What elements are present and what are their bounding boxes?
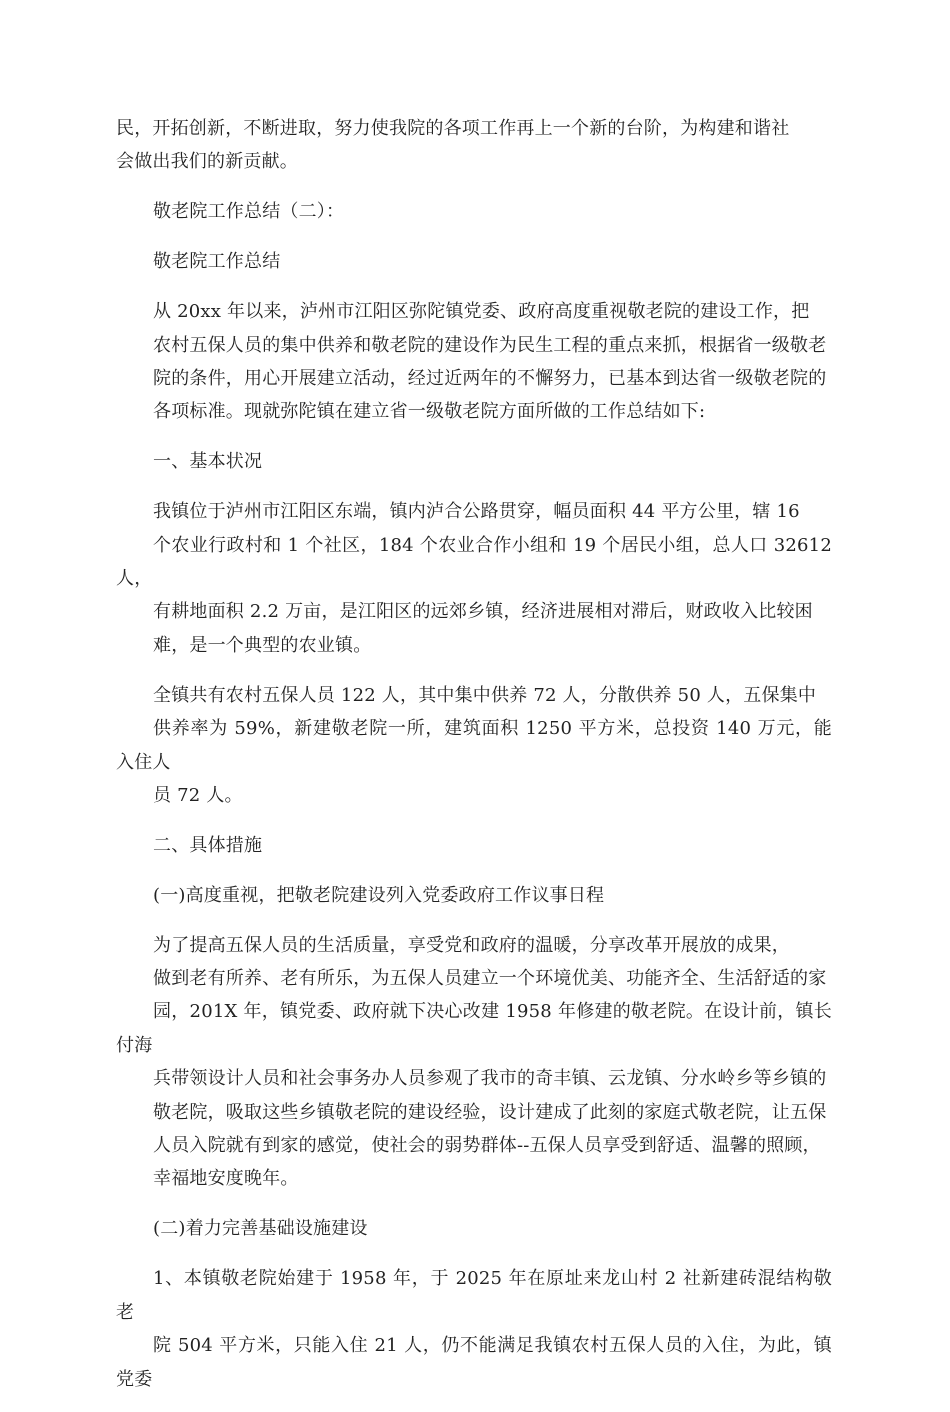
paragraph xyxy=(116,112,832,179)
text-line: 敬老院工作总结 xyxy=(153,251,281,273)
text-line: 供养率为 59%，新建敬老院一所，建筑面积 1250 平方米，总投资 140 万元，能入住人 xyxy=(116,718,832,773)
paragraph xyxy=(116,495,832,662)
text-line: 民，开拓创新，不断进取，努力使我院的各项工作再上一个新的台阶，为构建和谐社 xyxy=(116,118,790,139)
text-line: 全镇共有农村五保人员 122 人，其中集中供养 72 人，分散供养 50 人，五保集中 xyxy=(153,684,817,706)
paragraph xyxy=(116,445,832,478)
document-page xyxy=(116,112,832,1412)
text-line: 会做出我们的新贡献。 xyxy=(116,151,298,173)
text-line: 难，是一个典型的农业镇。 xyxy=(153,634,372,656)
text-line: 敬老院工作总结（二）： xyxy=(153,201,345,223)
text-line: 从 20xx 年以来，泸州市江阳区弥陀镇党委、政府高度重视敬老院的建设工作，把 xyxy=(153,301,810,323)
text-line: (二)着力完善基础设施建设 xyxy=(153,1218,368,1240)
text-line: 二、具体措施 xyxy=(153,834,263,856)
text-line: 个农业行政村和 1 个社区，184 个农业合作小组和 19 个居民小组，总人口 32612 人， xyxy=(116,534,832,589)
text-line: 有耕地面积 2.2 万亩，是江阳区的远郊乡镇，经济进展相对滞后，财政收入比较困 xyxy=(153,601,813,623)
text-line: 做到老有所养、老有所乐，为五保人员建立一个环境优美、功能齐全、生活舒适的家 xyxy=(153,968,827,990)
paragraph xyxy=(116,1212,832,1245)
paragraph xyxy=(116,195,832,228)
text-line: 一、基本状况 xyxy=(153,451,263,473)
text-line: 幸福地安度晚年。 xyxy=(153,1168,299,1190)
text-line: 1、本镇敬老院始建于 1958 年，于 2025 年在原址来龙山村 2 社新建砖混结构敬老 xyxy=(116,1268,832,1323)
text-line: 我镇位于泸州市江阳区东端，镇内泸合公路贯穿，幅员面积 44 平方公里，辖 16 xyxy=(153,501,800,523)
paragraph xyxy=(116,1262,832,1396)
text-line: 为了提高五保人员的生活质量，享受党和政府的温暖，分享改革开展放的成果， xyxy=(153,934,790,956)
paragraph xyxy=(116,679,832,813)
text-line: 员 72 人。 xyxy=(153,784,243,806)
text-line: 院 504 平方米，只能入住 21 人，仍不能满足我镇农村五保人员的入住，为此，镇党委 xyxy=(116,1335,832,1390)
paragraph xyxy=(116,295,832,429)
text-line: 农村五保人员的集中供养和敬老院的建设作为民生工程的重点来抓，根据省一级敬老 xyxy=(153,334,827,356)
paragraph xyxy=(116,245,832,278)
text-line: (一)高度重视，把敬老院建设列入党委政府工作议事日程 xyxy=(153,884,605,906)
text-line: 园，201X 年，镇党委、政府就下决心改建 1958 年修建的敬老院。在设计前，镇长付海 xyxy=(116,1001,832,1056)
text-line: 人员入院就有到家的感觉，使社会的弱势群体--五保人员享受到舒适、温馨的照顾， xyxy=(153,1135,821,1157)
paragraph xyxy=(116,879,832,912)
text-line: 院的条件，用心开展建立活动，经过近两年的不懈努力，已基本到达省一级敬老院的 xyxy=(153,367,827,389)
paragraph xyxy=(116,929,832,1196)
text-line: 各项标准。现就弥陀镇在建立省一级敬老院方面所做的工作总结如下: xyxy=(153,401,706,423)
text-line: 敬老院，吸取这些乡镇敬老院的建设经验，设计建成了此刻的家庭式敬老院，让五保 xyxy=(153,1101,827,1123)
text-line: 兵带领设计人员和社会事务办人员参观了我市的奇丰镇、云龙镇、分水岭乡等乡镇的 xyxy=(153,1068,827,1090)
paragraph xyxy=(116,829,832,862)
